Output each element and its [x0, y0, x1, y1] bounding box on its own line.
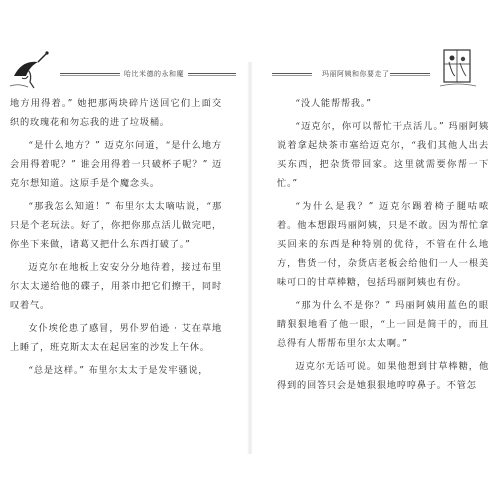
umbrella-figure-illustration: [8, 50, 56, 90]
left-paragraph-3: “那我怎么知道！” 布里尔太太嘀咕说，“那只是个老玩法。好了，你把你那点活儿做完吧，你坐下来做，诸葛又把什么东西打破了。”: [10, 201, 222, 250]
window-figure-illustration: [438, 46, 478, 90]
left-running-head: 哈比米德的永和魔: [124, 70, 184, 78]
right-header-rule-2: [390, 73, 430, 76]
right-header-rule-1: [272, 73, 312, 76]
left-paragraph-4: 迈克尔在地板上安安分分地待着，接过布里尔太太递给他的碟子，用茶巾把它们擦干，同时叹着气。: [10, 262, 222, 311]
book-gutter: [247, 62, 253, 454]
right-paragraph-1: “没人能帮帮我。”: [295, 98, 372, 109]
left-header-rule-2: [188, 73, 236, 76]
left-header-rule-1: [60, 73, 120, 76]
right-paragraph-3: “为什么是我？” 迈克尔踢着椅子腿咕哝着。他本想跟玛丽阿姨，只是不敢。因为帮忙拿买回来的东西是种特别的优待，不管在什么地方，售货一付，杂货店老板会给他们一人一根美味可口的甘草棒糖，包括玛丽阿姨也有份。: [277, 201, 489, 288]
left-paragraph-5: 女仆埃伦患了感冒，男仆罗伯逊 · 艾在草地上睡了，班克斯太太在起居室的沙发上午休。: [10, 323, 222, 353]
left-paragraph-1: 地方用得着。” 她把那两块碎片送回它们上面交织的玫瑰花和勿忘我的进了垃圾桶。: [10, 98, 222, 128]
right-running-head: 玛丽阿姨和你要走了: [322, 70, 390, 78]
left-paragraph-2: “是什么地方？” 迈克尔问道，“是什么地方会用得着呢？” 谁会用得着一只破杯子呢？” 迈克尔想知道。这原手是个魔念头。: [10, 140, 222, 189]
right-paragraph-2: “迈克尔，你可以帮忙干点活儿。” 玛丽阿姨说着拿起炔茶市塞给迈克尔，“我们其他人出去买东西，把杂货带回家。这里就需要你帮一下忙。”: [277, 121, 489, 189]
right-paragraph-4: “那为什么不是你？” 玛丽阿姨用蓝色的眼睛狠狠地看了他一眼，“上一回是简干的，而且总得有人帮帮布里尔太太啊。”: [277, 300, 489, 349]
right-paragraph-5: 迈克尔无话可说。如果他想到甘草棒糖，他得到的回答只会是她狠狠地哼哼鼻子。不管怎: [277, 361, 489, 391]
left-page-body: [10, 94, 222, 384]
left-paragraph-6: “总是这样。” 布里尔太太于是发牢骚说，: [28, 365, 209, 376]
right-page-body: [277, 94, 489, 399]
